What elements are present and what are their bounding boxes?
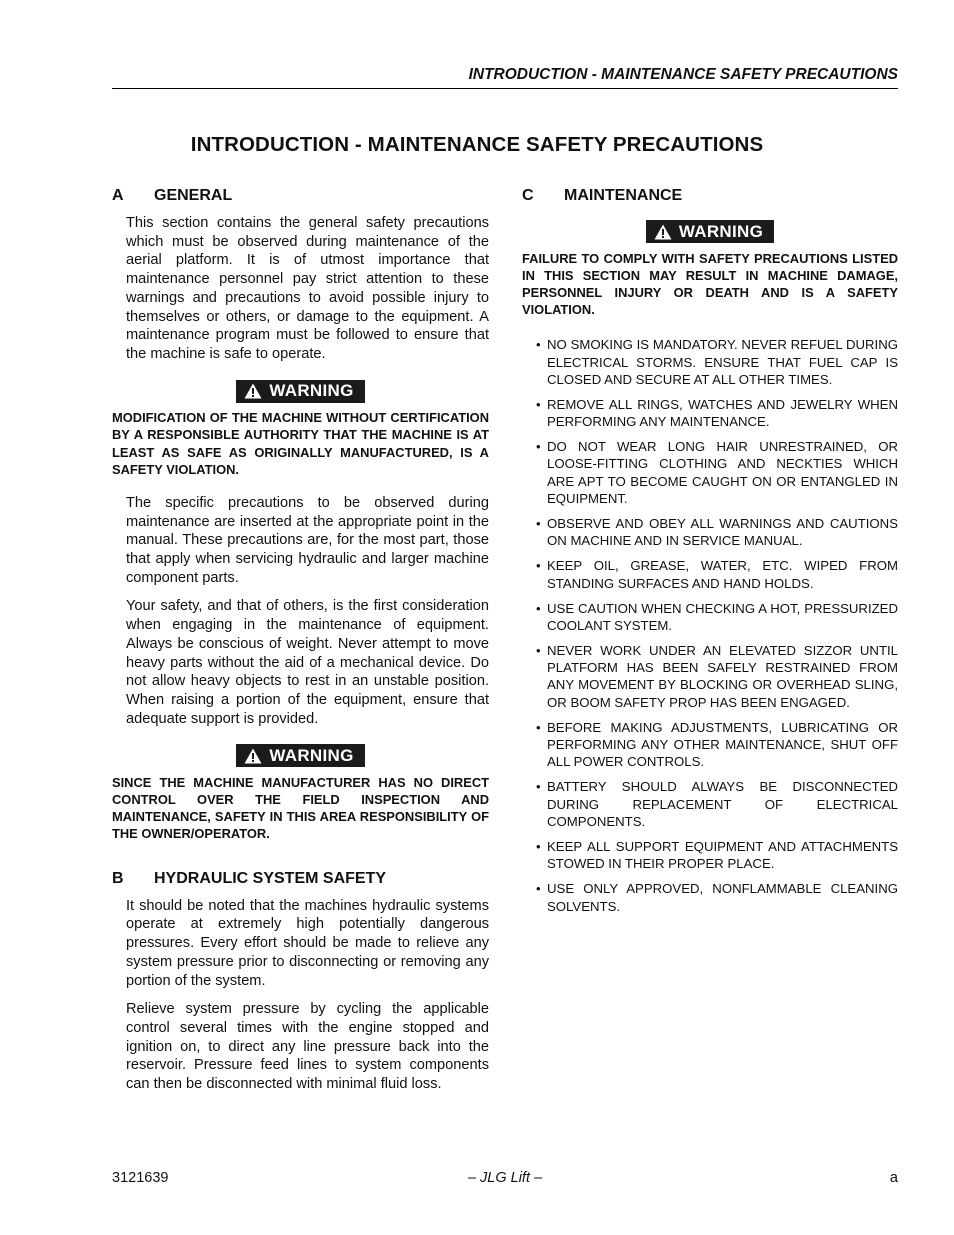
warning-banner-3 (522, 220, 898, 245)
warning-badge (236, 744, 364, 767)
list-item: • OBSERVE AND OBEY ALL WARNINGS AND CAUTIONS ON MACHINE AND IN SERVICE MANUAL. (536, 516, 898, 549)
warning-text-manufacturer: SINCE THE MACHINE MANUFACTURER HAS NO DIRECT CONTROL OVER THE FIELD INSPECTION AND MAINTENANCE, SAFETY IN THIS AREA RESPONSIBILITY OF THE OWNER/OPERATOR. (112, 774, 489, 842)
list-item: • USE ONLY APPROVED, NONFLAMMABLE CLEANING SOLVENTS. (536, 881, 898, 914)
list-item: • NEVER WORK UNDER AN ELEVATED SIZZOR UNTIL PLATFORM HAS BEEN SAFELY RESTRAINED FROM ANY MOVEMENT BY BLOCKING OR OVERHEAD SLING, OR BOOM SAFETY PROP HAS BEEN ENGAGED. (536, 642, 898, 710)
warning-label: WARNING (269, 381, 354, 401)
warning-banner-1 (112, 380, 489, 405)
maintenance-bullet-list (522, 336, 898, 914)
list-item: • USE CAUTION WHEN CHECKING A HOT, PRESSURIZED COOLANT SYSTEM. (536, 600, 898, 633)
warning-triangle-icon (244, 748, 262, 764)
warning-text-modification: MODIFICATION OF THE MACHINE WITHOUT CERTIFICATION BY A RESPONSIBLE AUTHORITY THAT THE MACHINE IS AT LEAST AS SAFE AS ORIGINALLY MANUFACTURED, IS A SAFETY VIOLATION. (112, 410, 489, 477)
section-a-heading (112, 186, 489, 206)
section-c-heading (522, 186, 898, 206)
warning-banner-2 (112, 744, 489, 769)
page-title: INTRODUCTION - MAINTENANCE SAFETY PRECAUTIONS (190, 133, 764, 156)
warning-text-failure: FAILURE TO COMPLY WITH SAFETY PRECAUTIONS LISTED IN THIS SECTION MAY RESULT IN MACHINE DAMAGE, PERSONNEL INJURY OR DEATH AND IS A SAFETY VIOLATION. (522, 250, 898, 318)
section-a-paragraph-3: Your safety, and that of others, is the first consideration when engaging in the maintenance of equipment. Always be conscious of weight. Never attempt to move heavy parts without the aid of a mechanical device. Do not allow heavy objects to rest in an unstable position. When raising a portion of the equipment, ensure that adequate support is provided. (126, 598, 489, 727)
warning-label: WARNING (678, 221, 764, 241)
section-b-letter: B (112, 869, 124, 887)
list-item: • KEEP OIL, GREASE, WATER, ETC. WIPED FROM STANDING SURFACES AND HAND HOLDS. (536, 558, 898, 591)
section-b-heading (112, 869, 489, 889)
warning-label: WARNING (269, 745, 354, 765)
section-a-paragraph-2: The specific precautions to be observed during maintenance are inserted at the appropriate point in the manual. These precautions are, for the most part, those that apply when servicing hydraulic and larger machine component parts. (126, 494, 489, 586)
section-b-paragraph-2: Relieve system pressure by cycling the applicable control several times with the engine stopped and ignition on, to direct any line pressure back into the reservoir. Pressure feed lines to system components can then be disconnected with minimal fluid loss. (126, 1001, 489, 1093)
section-b-title: HYDRAULIC SYSTEM SAFETY (154, 869, 387, 887)
warning-badge (236, 380, 364, 403)
list-item: • NO SMOKING IS MANDATORY. NEVER REFUEL DURING ELECTRICAL STORMS. ENSURE THAT FUEL CAP IS CLOSED AND SECURE AT ALL OTHER TIMES. (536, 337, 898, 387)
warning-triangle-icon (654, 224, 672, 240)
warning-triangle-icon (244, 383, 262, 399)
footer-page-number: a (889, 1170, 898, 1186)
list-item: • REMOVE ALL RINGS, WATCHES AND JEWELRY WHEN PERFORMING ANY MAINTENANCE. (536, 396, 898, 430)
left-column (112, 186, 489, 1104)
section-c-title: MAINTENANCE (564, 187, 683, 204)
list-item: • BEFORE MAKING ADJUSTMENTS, LUBRICATING OR PERFORMING ANY OTHER MAINTENANCE, SHUT OFF ALL POWER CONTROLS. (536, 719, 898, 770)
section-b-paragraph-1: It should be noted that the machines hydraulic systems operate at extremely high potentially dangerous pressures. Every effort should be made to relieve any system pressure prior to disconnecting or removing any portion of the system. (126, 897, 489, 989)
page-footer (112, 1169, 898, 1187)
section-a-letter: A (112, 187, 124, 204)
warning-badge (646, 220, 774, 243)
list-item: • DO NOT WEAR LONG HAIR UNRESTRAINED, OR LOOSE-FITTING CLOTHING AND NECKTIES WHICH ARE APT TO BECOME CAUGHT ON OR ENTANGLED IN EQUIPMENT. (536, 439, 898, 507)
running-header (112, 66, 898, 89)
section-a-paragraph-1: This section contains the general safety precautions which must be observed during maintenance of the aerial platform. It is of utmost importance that maintenance personnel pay strict attention to these warnings and precautions to avoid possible injury to themselves or others, or damage to the equipment. A maintenance program must be followed to ensure that the machine is safe to operate. (126, 215, 489, 362)
footer-brand: – JLG Lift – (467, 1170, 543, 1186)
section-c-letter: C (522, 187, 534, 204)
footer-doc-number: 3121639 (112, 1170, 169, 1186)
running-header-title: INTRODUCTION - MAINTENANCE SAFETY PRECAUTIONS (468, 66, 898, 83)
section-a-title: GENERAL (154, 187, 233, 204)
right-column (522, 186, 898, 922)
list-item: • KEEP ALL SUPPORT EQUIPMENT AND ATTACHMENTS STOWED IN THEIR PROPER PLACE. (536, 838, 898, 872)
list-item: • BATTERY SHOULD ALWAYS BE DISCONNECTED DURING REPLACEMENT OF ELECTRICAL COMPONENTS. (536, 779, 898, 829)
